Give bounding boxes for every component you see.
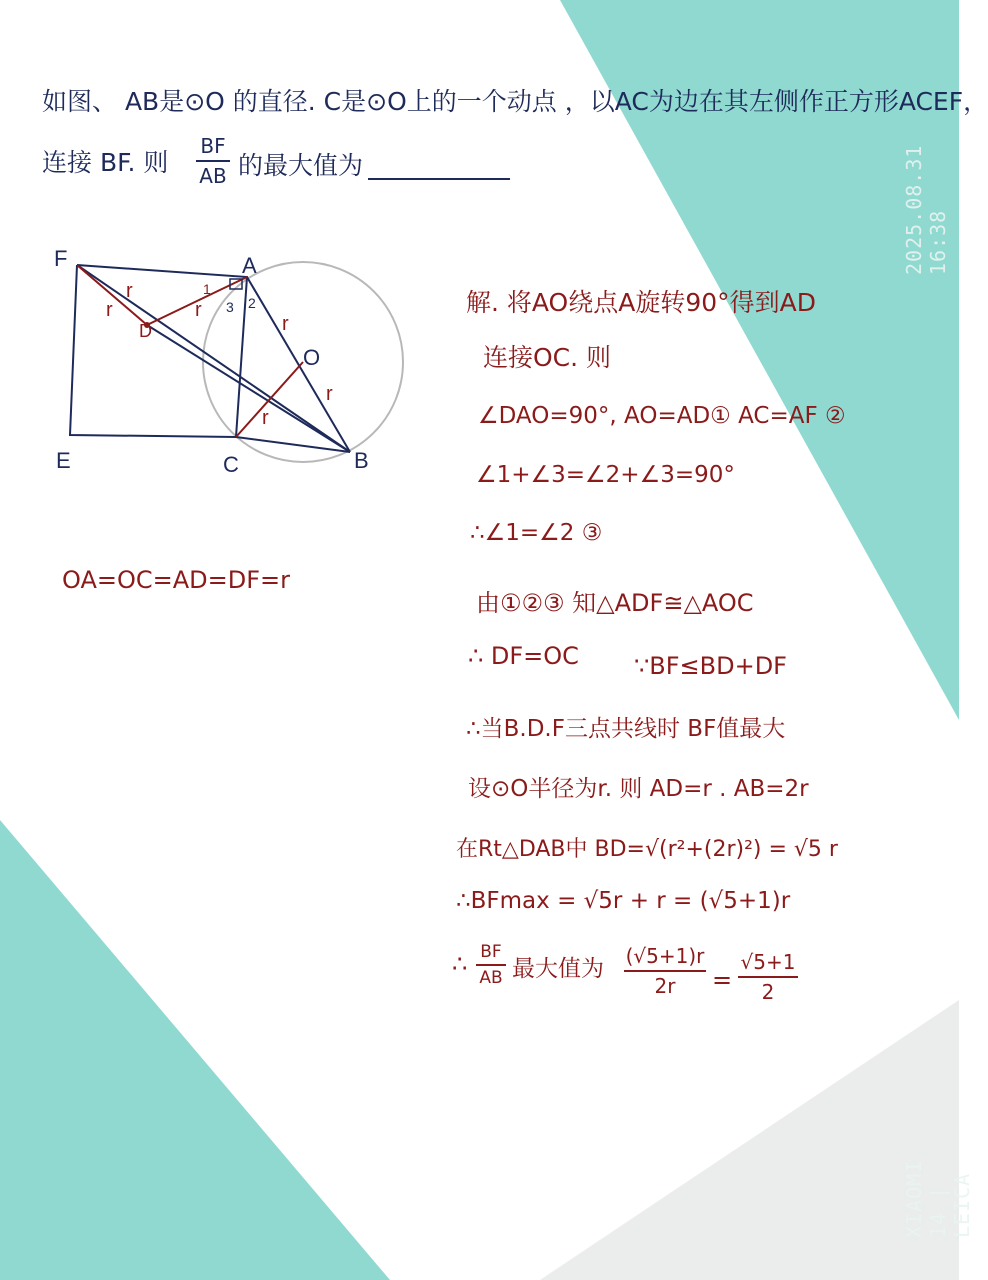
solution-fraction-bf-ab-den: AB [479, 968, 503, 988]
label-r-ob: r [326, 383, 333, 405]
label-a: A [242, 253, 257, 278]
label-angle-1: 1 [203, 281, 211, 297]
solution-fraction-bf-ab-num: BF [480, 942, 502, 962]
solution-line-7a: ∴ DF=OC [468, 642, 579, 670]
solution-line-5: ∴∠1=∠2 ③ [470, 520, 603, 546]
brand-watermark: XIAOMI 14 | LEICA [902, 1159, 974, 1238]
solution-fraction-2-den: 2r [654, 974, 676, 998]
solution-fraction-3 [738, 950, 798, 1004]
label-b: B [354, 448, 369, 473]
solution-line-11: ∴BFmax = √5r + r = (√5+1)r [456, 888, 791, 914]
solution-fraction-2-num: (√5+1)r [625, 944, 705, 968]
solution-fraction-2-bar [624, 970, 706, 972]
label-r-fd2: r [106, 299, 113, 321]
segment-oc-red [236, 362, 303, 437]
label-o: O [303, 345, 321, 370]
solution-line-9: 设⊙O半径为r. 则 AD=r . AB=2r [468, 776, 809, 802]
solution-fraction-3-num: √5+1 [740, 950, 796, 974]
question-fraction-denominator: AB [199, 164, 227, 188]
question-fraction [196, 134, 230, 188]
answer-blank [368, 178, 510, 180]
label-e: E [56, 448, 71, 473]
timestamp-watermark: 2025.08.31 16:38 [902, 144, 950, 275]
solution-fraction-bf-ab-bar [476, 964, 506, 966]
solution-fraction-3-bar [738, 976, 798, 978]
question-fraction-bar [196, 160, 230, 162]
geometry-diagram [40, 235, 440, 485]
label-d: D [139, 321, 152, 341]
solution-line-1: 解. 将AO绕点A旋转90°得到AD [466, 288, 817, 317]
solution-line-2: 连接OC. 则 [483, 343, 612, 372]
solution-line-4: ∠1+∠3=∠2+∠3=90° [476, 462, 735, 488]
label-angle-2: 2 [248, 295, 256, 311]
solution-line-12-equals: = [712, 966, 733, 994]
solution-line-12-prefix: ∴ [452, 950, 468, 978]
label-angle-3: 3 [226, 299, 234, 315]
label-r-fd1: r [126, 280, 133, 302]
question-line-2-prefix: 连接 BF. 则 [42, 148, 169, 177]
label-f: F [54, 246, 68, 271]
solution-line-7b: ∵BF≤BD+DF [634, 652, 787, 680]
solution-line-10: 在Rt△DAB中 BD=√(r²+(2r)²) = √5 r [456, 837, 838, 862]
label-c: C [223, 452, 239, 477]
solution-fraction-bf-ab [476, 942, 506, 988]
solution-fraction-2 [624, 944, 706, 998]
solution-line-3: ∠DAO=90°, AO=AD① AC=AF ② [478, 403, 846, 429]
radius-note: OA=OC=AD=DF=r [62, 566, 291, 594]
question-line-1: 如图、 AB是⊙O 的直径. C是⊙O上的一个动点 ，以AC为边在其左侧作正方形ACEF， [42, 87, 988, 116]
solution-line-6: 由①②③ 知△ADF≅△AOC [476, 589, 754, 617]
question-fraction-numerator: BF [200, 134, 226, 158]
solution-line-12-mid: 最大值为 [512, 956, 604, 982]
label-r-ao: r [282, 313, 289, 335]
question-line-2-suffix: 的最大值为 [238, 151, 364, 180]
label-r-oc: r [262, 407, 269, 429]
label-r-ad: r [195, 299, 202, 321]
solution-line-8: ∴当B.D.F三点共线时 BF值最大 [466, 716, 786, 742]
solution-fraction-3-den: 2 [761, 980, 775, 1004]
